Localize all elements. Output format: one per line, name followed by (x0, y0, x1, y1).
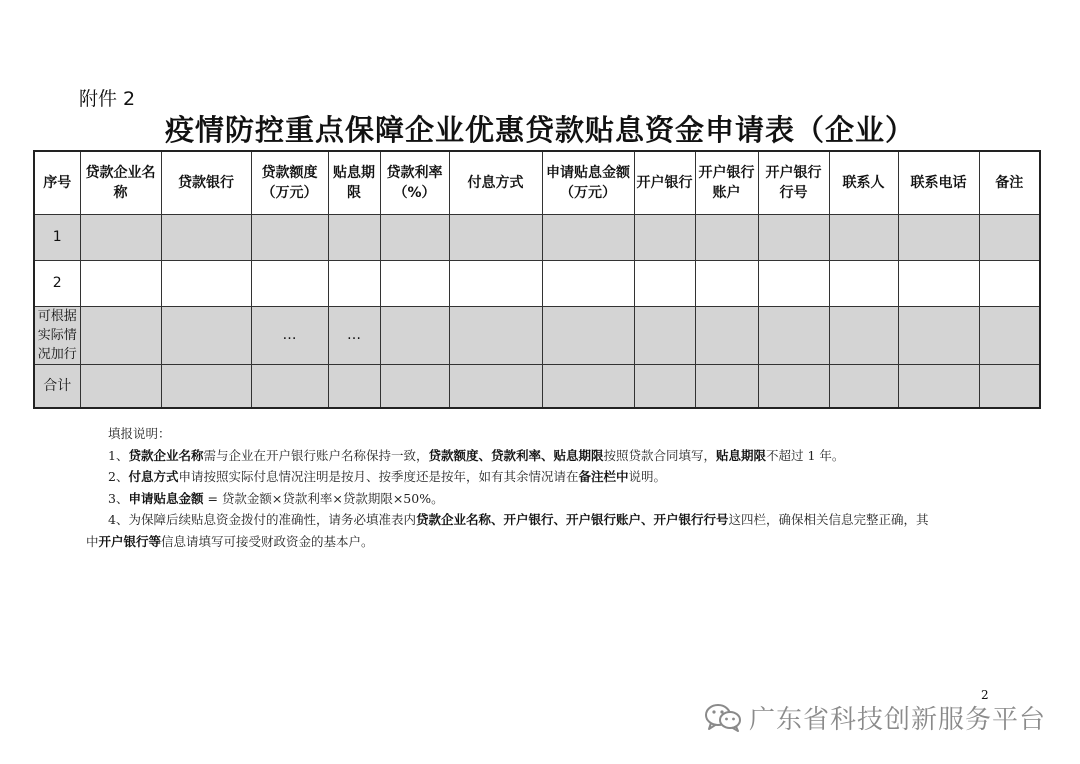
table-cell[interactable] (328, 214, 380, 260)
header-row (34, 151, 1040, 214)
table-row (34, 306, 1040, 364)
page-title: 疫情防控重点保障企业优惠贷款贴息资金申请表（企业） (164, 113, 915, 147)
table-cell[interactable] (449, 364, 542, 408)
watermark-text: 广东省科技创新服务平台 (749, 704, 1047, 735)
note-text: 需与企业在开户银行账户名称保持一致， (203, 447, 429, 463)
note-text: 这四栏，确保相关信息完整正确，其 (728, 512, 929, 527)
table-cell[interactable] (758, 214, 829, 260)
note-emphasis: 付息方式 (128, 469, 179, 484)
table-cell[interactable] (161, 364, 251, 408)
table-cell[interactable] (898, 364, 979, 408)
header-cell: 序号 (34, 151, 80, 214)
note-text: 不超过 1 年。 (766, 447, 845, 463)
table-cell[interactable] (634, 260, 695, 306)
table-cell[interactable] (380, 214, 449, 260)
row-label: 合计 (34, 364, 80, 408)
note-text: 说明。 (628, 469, 667, 484)
table-row (34, 260, 1040, 306)
note-text: 中 (86, 533, 99, 549)
table-cell[interactable] (898, 214, 979, 260)
filling-instructions (86, 423, 1006, 552)
table-cell[interactable] (251, 364, 328, 408)
header-cell: 贷款银行 (161, 151, 251, 214)
table-cell[interactable] (328, 364, 380, 408)
table-cell[interactable] (829, 214, 898, 260)
header-cell: 贴息期限 (328, 151, 380, 214)
table-cell[interactable] (380, 260, 449, 306)
note-item (86, 466, 1006, 488)
note-text: = 贷款金额×贷款利率×贷款期限×50%。 (203, 490, 444, 506)
note-emphasis: 申请贴息金额 (128, 490, 204, 506)
note-text: 1、 (108, 447, 129, 463)
header-cell: 开户银行行号 (758, 151, 829, 214)
table-cell[interactable] (829, 306, 898, 364)
notes-heading: 填报说明： (108, 426, 171, 441)
total-row (34, 364, 1040, 408)
table-cell[interactable] (898, 306, 979, 364)
note-emphasis: 贷款额度、贷款利率、贴息期限 (428, 447, 604, 463)
note-emphasis: 开户银行等 (98, 533, 162, 549)
application-table (33, 150, 1041, 409)
wechat-icon (703, 702, 743, 732)
note-text: 按照贷款合同填写， (603, 447, 717, 463)
note-emphasis: 备注栏中 (578, 469, 629, 484)
table-cell[interactable] (829, 364, 898, 408)
table-cell[interactable] (80, 214, 161, 260)
row-label: 2 (34, 260, 80, 306)
note-text: 信息请填写可接受财政资金的基本户。 (161, 533, 374, 549)
table-cell[interactable]: … (251, 306, 328, 364)
table-cell[interactable] (758, 364, 829, 408)
table-cell[interactable] (80, 306, 161, 364)
header-cell: 开户银行账户 (695, 151, 758, 214)
note-item (86, 531, 1006, 553)
note-item (86, 445, 1006, 467)
note-item (86, 488, 1006, 510)
table-cell[interactable] (80, 364, 161, 408)
note-text: 申请按照实际付息情况注明是按月、按季度还是按年，如有其余情况请在 (178, 469, 579, 484)
table-cell[interactable] (161, 214, 251, 260)
table-cell[interactable] (380, 306, 449, 364)
table-cell[interactable] (695, 260, 758, 306)
table-cell[interactable] (542, 306, 634, 364)
table-cell[interactable] (251, 260, 328, 306)
header-cell: 联系电话 (898, 151, 979, 214)
table-cell[interactable] (634, 306, 695, 364)
header-cell: 贷款企业名称 (80, 151, 161, 214)
table-cell[interactable] (898, 260, 979, 306)
header-cell: 备注 (979, 151, 1040, 214)
note-item (86, 509, 1006, 531)
table-cell[interactable] (695, 214, 758, 260)
table-cell[interactable] (695, 306, 758, 364)
table-cell[interactable] (979, 260, 1040, 306)
table-cell[interactable] (542, 364, 634, 408)
header-cell: 申请贴息金额（万元） (542, 151, 634, 214)
header-cell: 开户银行 (634, 151, 695, 214)
table-cell[interactable] (829, 260, 898, 306)
header-cell: 付息方式 (449, 151, 542, 214)
note-text: 2、 (108, 469, 129, 484)
row-label: 可根据实际情况加行 (34, 306, 80, 364)
watermark (703, 702, 1047, 735)
table-row (34, 214, 1040, 260)
page-number: 2 (981, 688, 989, 702)
table-cell[interactable] (634, 214, 695, 260)
table-cell[interactable] (449, 214, 542, 260)
table-cell[interactable] (449, 306, 542, 364)
header-cell: 贷款额度（万元） (251, 151, 328, 214)
table-cell[interactable] (979, 364, 1040, 408)
table-cell[interactable] (979, 214, 1040, 260)
table-cell[interactable] (80, 260, 161, 306)
row-label: 1 (34, 214, 80, 260)
table-cell[interactable] (161, 260, 251, 306)
note-emphasis: 贷款企业名称 (128, 447, 204, 463)
table-cell[interactable] (328, 260, 380, 306)
table-cell[interactable] (449, 260, 542, 306)
table-cell[interactable]: … (328, 306, 380, 364)
table-cell[interactable] (758, 260, 829, 306)
table-cell[interactable] (161, 306, 251, 364)
note-text: 4、为保障后续贴息资金拨付的准确性，请务必填准表内 (108, 512, 416, 527)
table-cell[interactable] (634, 364, 695, 408)
table-cell[interactable] (251, 214, 328, 260)
table-cell[interactable] (542, 214, 634, 260)
header-cell: 联系人 (829, 151, 898, 214)
attachment-label: 附件 2 (79, 88, 136, 110)
note-text: 3、 (108, 490, 129, 506)
table-cell[interactable] (380, 364, 449, 408)
table-cell[interactable] (542, 260, 634, 306)
header-cell: 贷款利率（%） (380, 151, 449, 214)
note-emphasis: 贴息期限 (716, 447, 767, 463)
table-cell[interactable] (758, 306, 829, 364)
note-emphasis: 贷款企业名称、开户银行、开户银行账户、开户银行行号 (415, 512, 729, 527)
table-cell[interactable] (695, 364, 758, 408)
table-cell[interactable] (979, 306, 1040, 364)
